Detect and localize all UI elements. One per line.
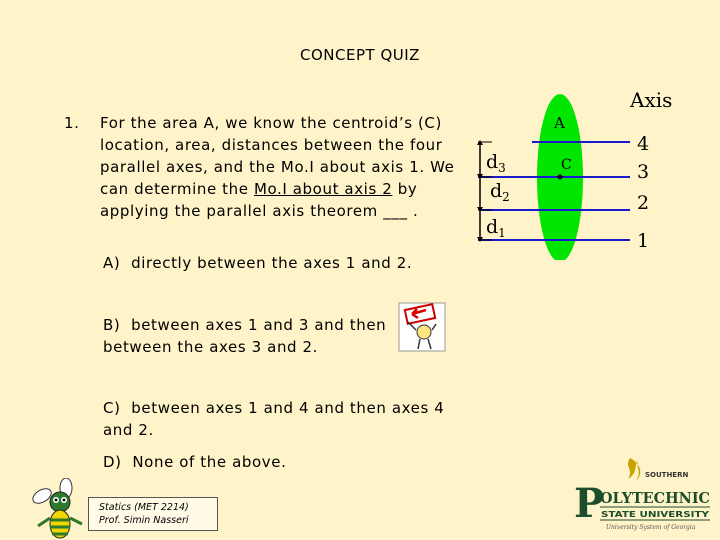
- distance-label-d1: $d_1$: [486, 216, 506, 240]
- question-text-end: .: [407, 202, 419, 220]
- axis-number-1: 1: [637, 230, 650, 252]
- centroid-dot: [558, 175, 563, 180]
- option-text: None of the above.: [132, 453, 287, 471]
- option-text: between axes 1 and 3 and then between the axes 3 and 2.: [103, 316, 387, 356]
- moment-of-inertia-diagram: [470, 85, 720, 260]
- option-text: directly between the axes 1 and 2.: [131, 254, 413, 272]
- svg-text:OLYTECHNIC: OLYTECHNIC: [600, 489, 711, 507]
- slide-title: CONCEPT QUIZ: [300, 46, 420, 64]
- option-c[interactable]: [103, 397, 453, 441]
- option-label: C): [103, 399, 121, 417]
- question-blank: ___: [383, 202, 408, 220]
- svg-text:P: P: [574, 480, 605, 527]
- area-label: A: [554, 114, 565, 132]
- question-number: 1.: [64, 114, 80, 132]
- university-logo: [572, 455, 712, 535]
- footer-instructor: Prof. Simin Nasseri: [99, 515, 189, 526]
- flame-icon: [628, 458, 640, 481]
- distance-label-d2: $d_2$: [490, 180, 510, 204]
- distance-label-d3: $d_3$: [486, 151, 506, 175]
- footer-course: Statics (MET 2214): [99, 502, 189, 513]
- centroid-label: C: [561, 157, 572, 173]
- footer-course-box: [88, 497, 218, 531]
- hornet-mascot-icon: [30, 478, 88, 540]
- question-text: [100, 112, 459, 222]
- cartoon-sign-icon: [398, 302, 446, 352]
- option-label: A): [103, 254, 121, 272]
- svg-text:University System of Georgia: University System of Georgia: [606, 524, 696, 531]
- question-underlined-mo-i: Mo.I about axis 2: [253, 180, 393, 198]
- option-d[interactable]: [103, 451, 403, 473]
- option-text: between axes 1 and 4 and then axes 4 and 2.: [103, 399, 445, 439]
- option-label: B): [103, 316, 121, 334]
- axis-heading: Axis: [630, 88, 673, 112]
- svg-text:STATE UNIVERSITY: STATE UNIVERSITY: [601, 510, 710, 519]
- question-text-part2: by applying the parallel axis theorem: [100, 180, 418, 220]
- svg-text:SOUTHERN: SOUTHERN: [645, 471, 689, 479]
- question-text-part1: For the area A, we know the centroid’s (C) location, area, distances between the four parallel axes, and the Mo.I about axis 1. We can determine the: [100, 114, 455, 198]
- axis-number-4: 4: [637, 133, 650, 155]
- axis-number-2: 2: [637, 192, 650, 214]
- option-b[interactable]: [103, 314, 403, 358]
- option-a[interactable]: [103, 252, 443, 274]
- question-block: [64, 112, 459, 222]
- axis-number-3: 3: [637, 161, 650, 183]
- option-label: D): [103, 453, 122, 471]
